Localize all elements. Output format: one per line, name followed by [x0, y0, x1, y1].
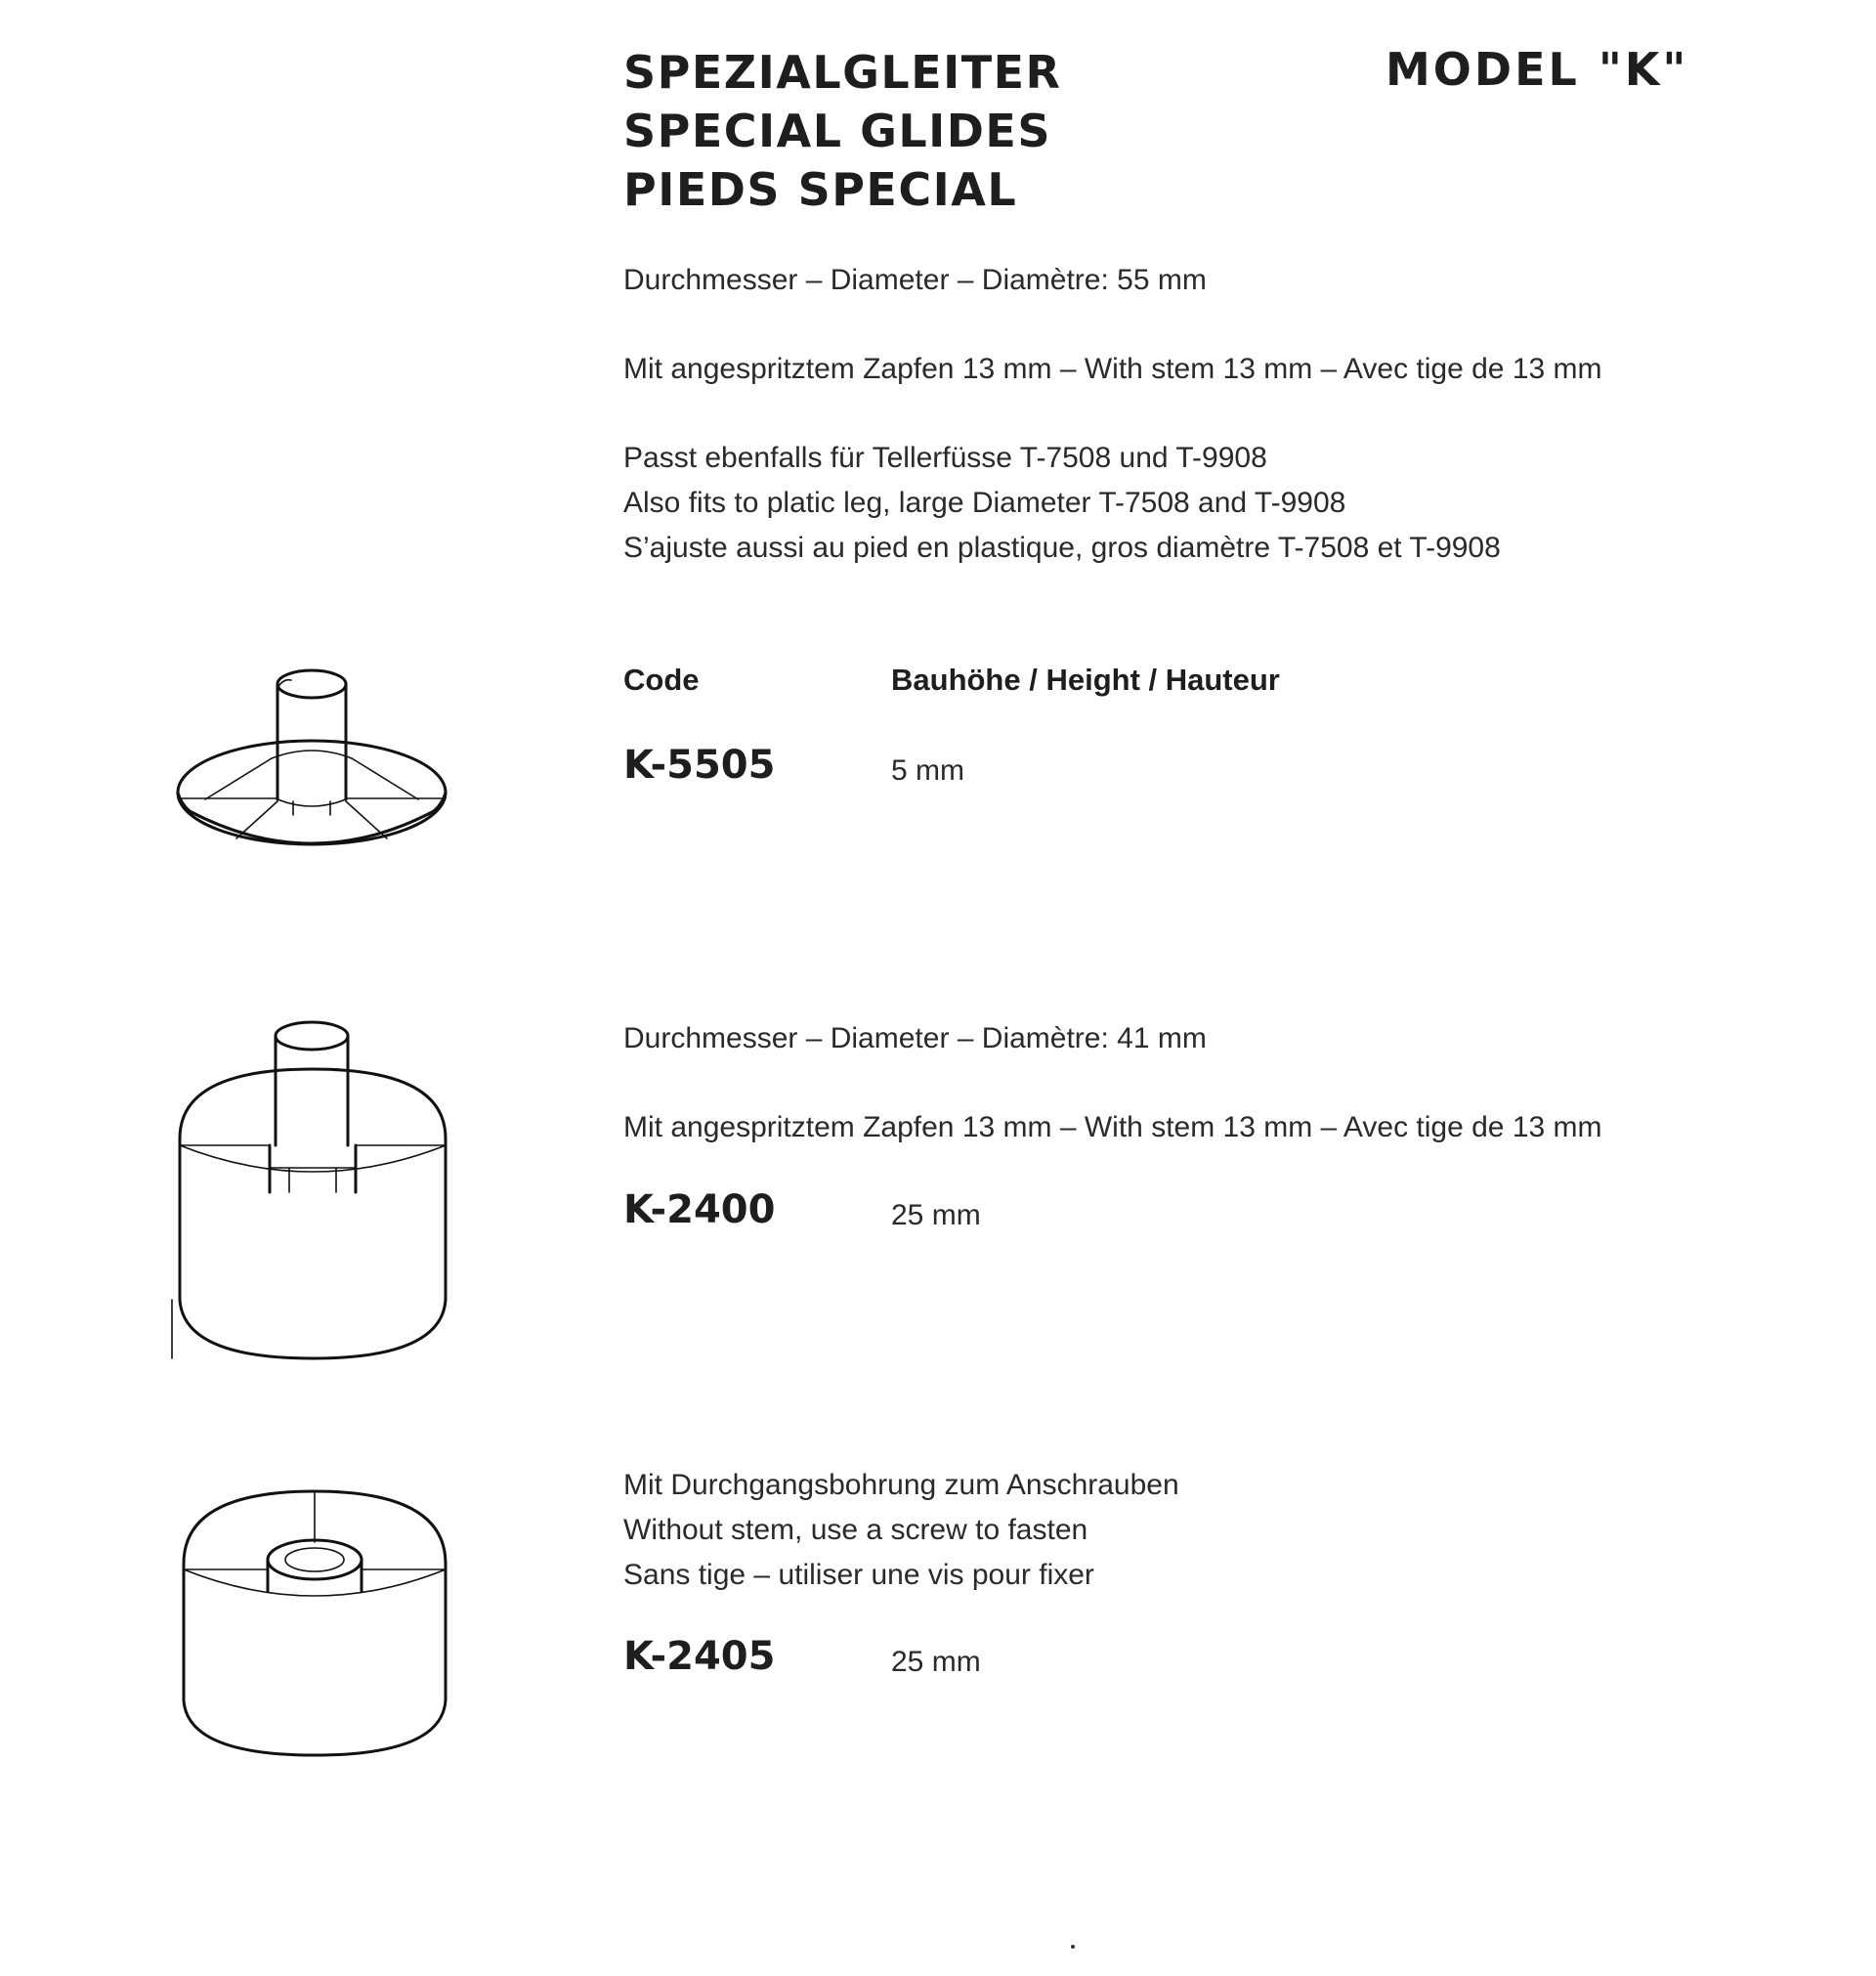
product-code-k2400: K-2400: [623, 1187, 776, 1232]
fits-french: S’ajuste aussi au pied en plastique, gros diamètre T-7508 et T-9908: [623, 532, 1501, 564]
fits-german: Passt ebenfalls für Tellerfüsse T-7508 und T-9908: [623, 442, 1267, 474]
diameter-55-text: Durchmesser – Diameter – Diamètre: 55 mm: [623, 264, 1207, 296]
title-french: PIEDS SPECIAL: [623, 163, 1018, 216]
title-block: [623, 43, 1061, 219]
diameter-41-text: Durchmesser – Diameter – Diamètre: 41 mm: [623, 1022, 1207, 1054]
product-height-k5505: 5 mm: [891, 754, 964, 787]
flat-disc-glide-with-stem-icon: [176, 655, 459, 860]
cylinder-glide-with-stem-icon: [166, 1007, 459, 1358]
product-code-k2405: K-2405: [623, 1634, 776, 1679]
product-height-k2400: 25 mm: [891, 1199, 981, 1231]
model-label: MODEL "K": [1386, 43, 1689, 96]
stem-text-2: Mit angespritztem Zapfen 13 mm – With stem 13 mm – Avec tige de 13 mm: [623, 1111, 1602, 1143]
screw-english: Without stem, use a screw to fasten: [623, 1514, 1088, 1546]
fits-english: Also fits to platic leg, large Diameter T-7508 and T-9908: [623, 487, 1346, 519]
product-height-k2405: 25 mm: [891, 1646, 981, 1678]
screw-french: Sans tige – utiliser une vis pour fixer: [623, 1559, 1094, 1591]
screw-description-block: [623, 1463, 1179, 1598]
fits-block: [623, 436, 1501, 571]
title-german: SPEZIALGLEITER: [623, 46, 1062, 99]
scan-speck: [1071, 1945, 1075, 1949]
title-english: SPECIAL GLIDES: [623, 105, 1051, 157]
cylinder-glide-with-bore-hole-icon: [176, 1466, 469, 1759]
screw-german: Mit Durchgangsbohrung zum Anschrauben: [623, 1469, 1179, 1501]
product-code-k5505: K-5505: [623, 743, 776, 788]
code-column-header: Code: [623, 663, 700, 697]
height-column-header: Bauhöhe / Height / Hauteur: [891, 663, 1280, 697]
stem-text-1: Mit angespritztem Zapfen 13 mm – With stem 13 mm – Avec tige de 13 mm: [623, 353, 1602, 385]
